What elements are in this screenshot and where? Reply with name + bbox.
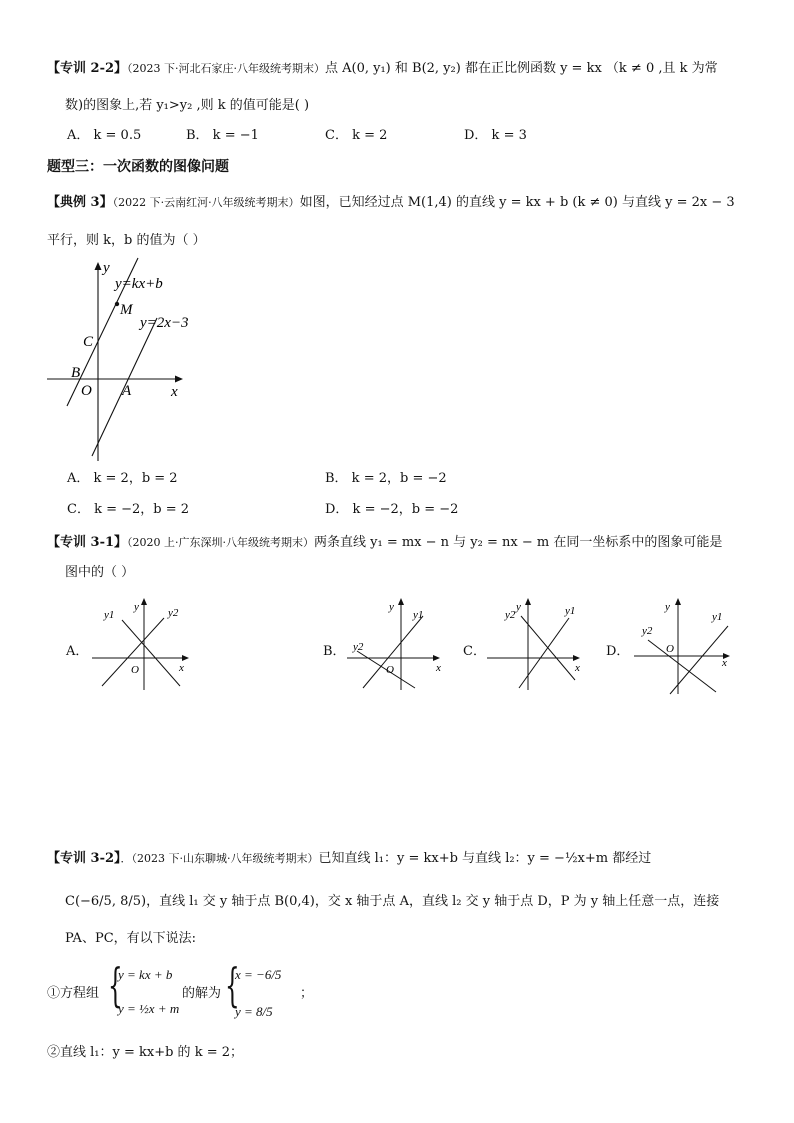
ex3-y-arrow [95,262,102,270]
q32-item1-brace-left: { [108,958,123,1012]
ex3-label-o: O [81,383,92,399]
q31-source: （2020 上·广东深圳·八年级统考期末） [127,536,314,549]
q22-line2: 数)的图象上,若 y₁>y₂ ,则 k 的值可能是( ) [65,98,310,113]
ex3-label-m: M [120,302,133,318]
q31-c-line-y1 [519,618,569,688]
ex3-option-d: D． k = −2，b = −2 [325,502,459,517]
q31-a-line-y1 [122,620,180,686]
svg-text:y2: y2 [505,609,516,621]
q31-d-line-y2 [648,640,716,692]
ex3-label-y: y [103,260,110,276]
q31-c-line-y2 [521,616,575,680]
q32-item1-sol-y: y = 8/5 [235,1004,273,1019]
svg-text:y2: y2 [168,607,179,619]
ex3-label-line2: y=2x−3 [140,315,189,331]
q31-option-d-letter: D． [606,644,630,659]
q32-line1-text: 已知直线 l₁：y = kx+b 与直线 l₂：y = −½x+m 都经过 [318,851,652,866]
svg-text:y: y [134,601,139,613]
q32-line3: PA、PC，有以下说法: [65,931,197,946]
q32-item1-end: ； [300,986,314,1001]
section3-title: 题型三：一次函数的图像问题 [47,159,229,175]
ex3-tag: 【典例 3】 [47,195,113,210]
q22-option-c: C． k = 2 [325,128,388,143]
q31-graph-a [90,596,200,692]
q32-line2: C(−6/5, 8/5)，直线 l₁ 交 y 轴于点 B(0,4)，交 x 轴于点 A，直线 l₂ 交 y 轴于点 D，P 为 y 轴上任意一点，连接 [65,894,720,909]
svg-text:y1: y1 [104,609,115,621]
q32-item1-eq1: y = kx + b [118,967,173,982]
svg-text:y2: y2 [642,625,653,637]
svg-text:O: O [666,643,674,655]
ex3-line1-text: 如图，已知经过点 M(1,4) 的直线 y = kx + b (k ≠ 0) 与直线 y = 2x − 3 [299,195,735,210]
ex3-x-arrow [175,376,183,383]
ex3-source: （2022 下·云南红河·八年级统考期末） [112,196,300,209]
q31-line1-text: 两条直线 y₁ = mx − n 与 y₂ = nx − m 在同一坐标系中的图象可能是 [314,535,723,550]
q22-line1 [47,60,718,78]
q22-option-a: A． k = 0.5 [67,128,142,143]
ex3-option-c: C． k = −2，b = 2 [67,502,190,517]
ex3-option-b: B． k = 2，b = −2 [325,471,447,486]
ex3-line1 [47,194,735,212]
ex3-point-m [115,302,119,306]
q31-line1 [47,534,722,552]
svg-text:y: y [665,601,670,613]
svg-text:y2: y2 [353,641,364,653]
q31-option-a-letter: A． [66,644,89,659]
svg-text:x: x [436,662,441,674]
q31-graph-d [628,596,738,696]
svg-text:x: x [179,662,184,674]
q32-item1-prefix: ①方程组 [47,986,100,1001]
q32-item2: ②直线 l₁：y = kx+b 的 k = 2； [47,1045,243,1060]
q32-item1-mid: 的解为 [182,986,222,1001]
ex3-label-line1: y=kx+b [115,276,163,292]
svg-text:y1: y1 [712,611,723,623]
ex3-label-a: A [122,383,132,399]
svg-text:x: x [722,657,727,669]
q32-item1-brace-right: { [225,958,240,1012]
q22-tag: 【专训 2-2】 [47,61,128,76]
svg-text:y: y [389,601,394,613]
q22-source: （2023 下·河北石家庄·八年级统考期末） [127,62,325,75]
ex3-line2: 平行，则 k，b 的值为（ ） [47,233,206,248]
ex3-option-a: A． k = 2，b = 2 [67,471,178,486]
q22-option-b: B． k = −1 [186,128,259,143]
q32-item1-sol-x: x = −6/5 [235,967,282,982]
q31-graph-b [345,596,450,692]
q32-line1 [47,850,651,868]
ex3-label-x: x [171,384,178,400]
svg-text:O: O [131,664,139,676]
svg-text:x: x [575,662,580,674]
ex3-label-b: B [71,365,81,381]
q32-tag: 【专训 3-2】 [47,851,121,866]
q22-option-d: D． k = 3 [464,128,527,143]
ex3-label-c: C [83,334,94,350]
q31-b-line-y1 [363,616,423,688]
q31-graph-c [485,596,590,692]
q31-option-c-letter: C． [463,644,486,659]
svg-text:y1: y1 [413,609,424,621]
ex3-graph [45,256,195,466]
q32-source: ．（2023 下·山东聊城·八年级统考期末） [120,852,319,865]
q31-tag: 【专训 3-1】 [47,535,128,550]
q32-item1-eq2: y = ½x + m [118,1001,180,1016]
q31-d-line-y1 [670,626,728,694]
svg-text:O: O [386,664,394,676]
svg-text:y: y [516,601,521,613]
q31-option-b-letter: B． [323,644,346,659]
svg-text:y1: y1 [565,605,576,617]
q31-line2: 图中的（ ） [65,565,135,580]
q22-line1-text: 点 A(0, y₁) 和 B(2, y₂) 都在正比例函数 y = kx （k ≠ 0 ,且 k 为常 [325,61,718,76]
